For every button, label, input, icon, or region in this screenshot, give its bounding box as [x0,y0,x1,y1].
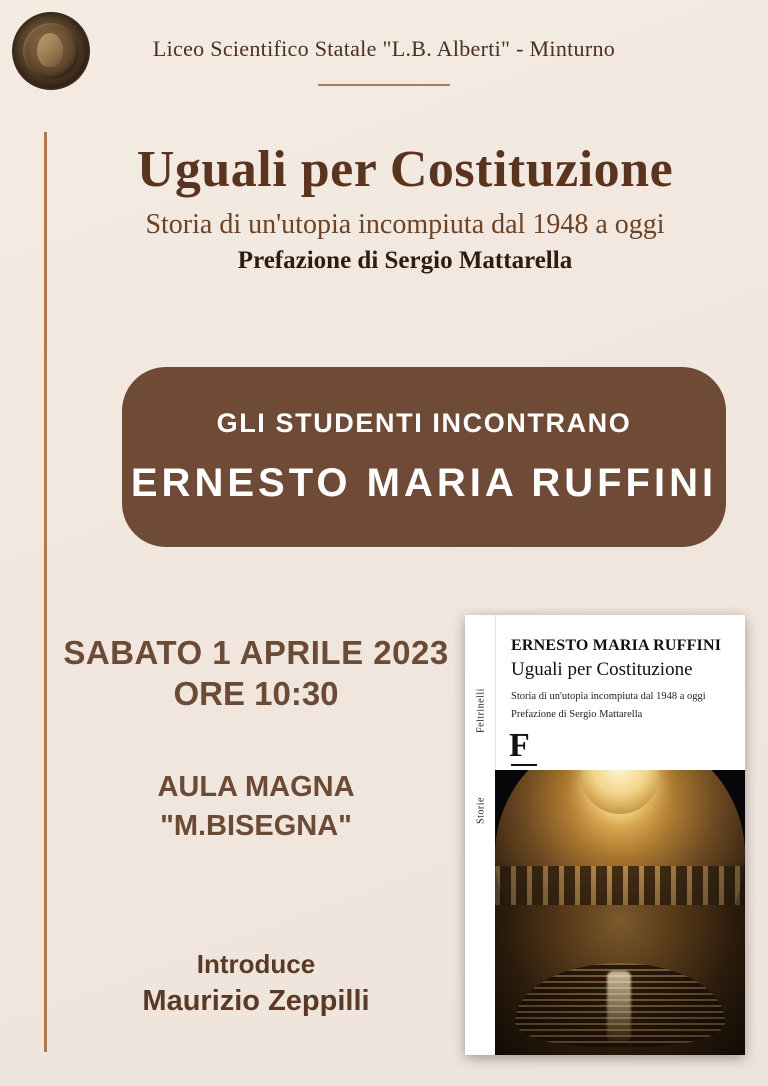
page-title: Uguali per Costituzione [136,141,674,198]
book-subtitle: Storia di un'utopia incompiuta dal 1948 a oggi [511,691,706,702]
book-title: Uguali per Costituzione [511,659,693,680]
hall-shape [495,905,745,1055]
header-divider [318,84,450,86]
introducer-block [56,948,456,1021]
preface-credit: Prefazione di Sergio Mattarella [237,247,573,275]
book-cover [465,615,745,1055]
page-subtitle: Storia di un'utopia incompiuta dal 1948 a oggi [145,208,665,240]
feltrinelli-logo-icon: F [509,729,543,763]
venue-line-1: AULA MAGNA [157,771,355,804]
book-author: ERNESTO MARIA RUFFINI [511,637,722,654]
introducer-label: Introduce [196,949,316,980]
book-cover-photo [495,770,745,1055]
venue-line-2: "M.BISEGNA" [160,810,352,843]
speaker-highlight-box [122,367,726,547]
event-venue [56,768,456,846]
event-date: SABATO 1 APRILE 2023 [63,634,449,671]
event-details [56,632,456,1021]
event-time: ORE 10:30 [173,675,339,713]
book-front [495,615,745,1055]
book-spine-publisher: Feltrinelli [475,688,487,733]
book-spine-series: Storie [475,797,487,824]
book-preface: Prefazione di Sergio Mattarella [511,709,643,720]
book-spine [465,615,496,1055]
speaker-name: ERNESTO MARIA RUFFINI [130,461,718,505]
left-vertical-rule [44,132,47,1052]
speaker-kicker: GLI STUDENTI INCONTRANO [216,408,632,438]
dome-skylight-shape [581,770,659,814]
title-block [60,140,750,275]
school-name: Liceo Scientifico Statale "L.B. Alberti" - Minturno [152,36,616,61]
introducer-name: Maurizio Zeppilli [142,985,370,1018]
hall-center-light-shape [607,971,631,1041]
